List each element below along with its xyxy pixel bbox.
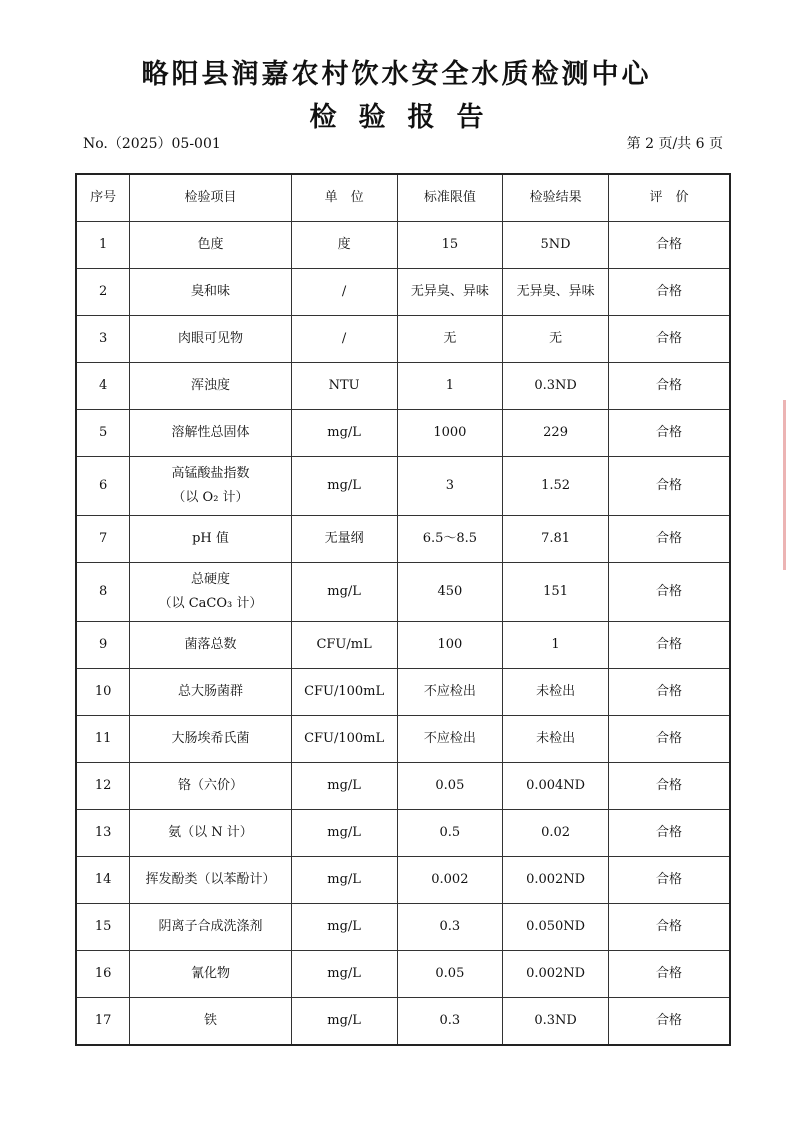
cell-unit: mg/L: [291, 857, 397, 904]
cell-item: 肉眼可见物: [130, 316, 291, 363]
table-row: [76, 316, 730, 363]
cell-no: 8: [76, 563, 130, 622]
cell-limit: 不应检出: [397, 716, 503, 763]
cell-result: 151: [503, 563, 609, 622]
cell-limit: 0.5: [397, 810, 503, 857]
cell-eval: 合格: [608, 457, 730, 516]
cell-unit: /: [291, 269, 397, 316]
cell-result: 无异臭、异味: [503, 269, 609, 316]
table-row: [76, 998, 730, 1046]
table-row: [76, 904, 730, 951]
cell-unit: mg/L: [291, 410, 397, 457]
cell-eval: 合格: [608, 716, 730, 763]
col-header-unit: 单 位: [291, 174, 397, 222]
report-number: No.（2025）05-001: [83, 136, 221, 152]
cell-no: 3: [76, 316, 130, 363]
cell-item: 臭和味: [130, 269, 291, 316]
cell-item: 菌落总数: [130, 622, 291, 669]
cell-item: 溶解性总固体: [130, 410, 291, 457]
cell-unit: mg/L: [291, 998, 397, 1046]
cell-no: 11: [76, 716, 130, 763]
cell-result: 0.050ND: [503, 904, 609, 951]
cell-result: 无: [503, 316, 609, 363]
table-row: [76, 763, 730, 810]
cell-unit: mg/L: [291, 457, 397, 516]
cell-item: 氨（以 N 计）: [130, 810, 291, 857]
cell-limit: 0.05: [397, 951, 503, 998]
cell-result: 7.81: [503, 516, 609, 563]
cell-eval: 合格: [608, 904, 730, 951]
cell-result: 0.002ND: [503, 857, 609, 904]
col-header-result: 检验结果: [503, 174, 609, 222]
cell-limit: 450: [397, 563, 503, 622]
cell-limit: 1000: [397, 410, 503, 457]
cell-result: 0.3ND: [503, 998, 609, 1046]
cell-eval: 合格: [608, 222, 730, 269]
cell-item-sub: （以 O₂ 计）: [172, 490, 249, 505]
cell-no: 5: [76, 410, 130, 457]
cell-item: 挥发酚类（以苯酚计）: [130, 857, 291, 904]
cell-limit: 无: [397, 316, 503, 363]
cell-item: [130, 457, 291, 516]
cell-limit: 1: [397, 363, 503, 410]
cell-no: 7: [76, 516, 130, 563]
cell-result: 未检出: [503, 669, 609, 716]
cell-eval: 合格: [608, 363, 730, 410]
cell-item: 铬（六价）: [130, 763, 291, 810]
table-row: [76, 222, 730, 269]
report-org-title: 略阳县润嘉农村饮水安全水质检测中心: [141, 59, 652, 90]
cell-unit: mg/L: [291, 763, 397, 810]
page-info: 第 2 页/共 6 页: [626, 136, 723, 152]
cell-result: 0.3ND: [503, 363, 609, 410]
cell-limit: 0.3: [397, 998, 503, 1046]
cell-limit: 100: [397, 622, 503, 669]
seal-stamp-edge: [783, 400, 793, 570]
cell-no: 1: [76, 222, 130, 269]
table-row: [76, 516, 730, 563]
cell-no: 12: [76, 763, 130, 810]
cell-unit: /: [291, 316, 397, 363]
cell-item: [130, 563, 291, 622]
cell-item: 氰化物: [130, 951, 291, 998]
cell-eval: 合格: [608, 669, 730, 716]
cell-no: 13: [76, 810, 130, 857]
cell-result: 229: [503, 410, 609, 457]
cell-eval: 合格: [608, 763, 730, 810]
col-header-item: 检验项目: [130, 174, 291, 222]
cell-result: 1.52: [503, 457, 609, 516]
cell-no: 14: [76, 857, 130, 904]
cell-limit: 6.5～8.5: [397, 516, 503, 563]
cell-no: 4: [76, 363, 130, 410]
cell-no: 10: [76, 669, 130, 716]
cell-unit: CFU/100mL: [291, 716, 397, 763]
cell-item: 浑浊度: [130, 363, 291, 410]
cell-eval: 合格: [608, 316, 730, 363]
cell-eval: 合格: [608, 563, 730, 622]
cell-limit: 无异臭、异味: [397, 269, 503, 316]
cell-limit: 15: [397, 222, 503, 269]
cell-no: 17: [76, 998, 130, 1046]
cell-result: 5ND: [503, 222, 609, 269]
cell-limit: 0.002: [397, 857, 503, 904]
cell-no: 15: [76, 904, 130, 951]
cell-result: 0.002ND: [503, 951, 609, 998]
cell-no: 9: [76, 622, 130, 669]
cell-item-main: 总硬度: [190, 572, 230, 587]
cell-no: 16: [76, 951, 130, 998]
table-row: [76, 457, 730, 516]
cell-item-main: 高锰酸盐指数: [171, 466, 250, 481]
cell-limit: 不应检出: [397, 669, 503, 716]
cell-eval: 合格: [608, 622, 730, 669]
cell-result: 0.004ND: [503, 763, 609, 810]
cell-eval: 合格: [608, 857, 730, 904]
col-header-no: 序号: [76, 174, 130, 222]
cell-eval: 合格: [608, 951, 730, 998]
col-header-eval: 评 价: [608, 174, 730, 222]
cell-eval: 合格: [608, 998, 730, 1046]
cell-unit: CFU/100mL: [291, 669, 397, 716]
table-row: [76, 951, 730, 998]
cell-unit: mg/L: [291, 904, 397, 951]
cell-eval: 合格: [608, 810, 730, 857]
cell-item: 总大肠菌群: [130, 669, 291, 716]
cell-limit: 0.3: [397, 904, 503, 951]
cell-item: 铁: [130, 998, 291, 1046]
cell-unit: mg/L: [291, 563, 397, 622]
cell-result: 0.02: [503, 810, 609, 857]
table-row: [76, 269, 730, 316]
table-row: [76, 410, 730, 457]
table-header-row: [76, 174, 730, 222]
cell-unit: 无量纲: [291, 516, 397, 563]
table-row: [76, 857, 730, 904]
table-row: [76, 363, 730, 410]
table-row: [76, 563, 730, 622]
cell-result: 1: [503, 622, 609, 669]
cell-unit: mg/L: [291, 951, 397, 998]
cell-limit: 3: [397, 457, 503, 516]
table-row: [76, 716, 730, 763]
table-row: [76, 622, 730, 669]
cell-item: 色度: [130, 222, 291, 269]
cell-unit: mg/L: [291, 810, 397, 857]
cell-no: 2: [76, 269, 130, 316]
cell-item: 大肠埃希氏菌: [130, 716, 291, 763]
cell-limit: 0.05: [397, 763, 503, 810]
report-subtitle: 检验报告: [309, 102, 506, 133]
cell-item: pH 值: [130, 516, 291, 563]
table-row: [76, 810, 730, 857]
cell-result: 未检出: [503, 716, 609, 763]
cell-unit: CFU/mL: [291, 622, 397, 669]
col-header-limit: 标准限值: [397, 174, 503, 222]
table-row: [76, 669, 730, 716]
inspection-table: [75, 173, 731, 1046]
cell-item: 阴离子合成洗涤剂: [130, 904, 291, 951]
cell-eval: 合格: [608, 269, 730, 316]
cell-unit: NTU: [291, 363, 397, 410]
cell-item-sub: （以 CaCO₃ 计）: [158, 596, 263, 611]
cell-eval: 合格: [608, 516, 730, 563]
cell-eval: 合格: [608, 410, 730, 457]
cell-unit: 度: [291, 222, 397, 269]
cell-no: 6: [76, 457, 130, 516]
